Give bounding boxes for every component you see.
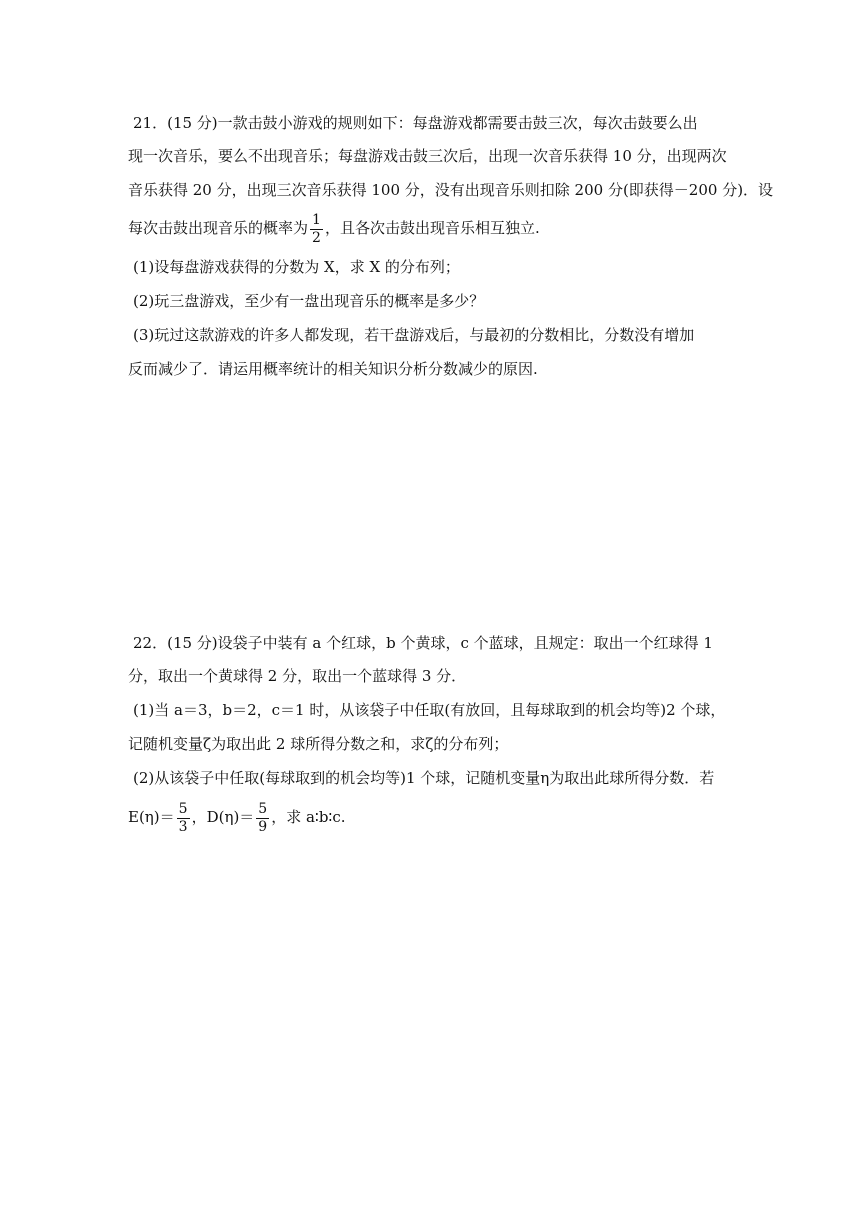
q22-part-1-line-1: (1)当 a＝3，b＝2，c＝1 时，从该袋子中任取(有放回，且每球取到的机会均等)2 个球，	[133, 701, 726, 719]
fraction-denominator: 2	[312, 229, 321, 246]
q21-line-2: 现一次音乐，要么不出现音乐；每盘游戏击鼓三次后，出现一次音乐获得 10 分，出现两次	[128, 147, 727, 165]
q21-part-1: (1)设每盘游戏获得的分数为 X，求 X 的分布列；	[133, 258, 460, 276]
fraction-denominator: 3	[178, 818, 188, 835]
fraction-numerator: 5	[258, 800, 268, 817]
expectation-label: E(η)＝	[128, 808, 175, 826]
q22-part-2-post: ，求 a∶b∶c.	[271, 808, 346, 826]
q22-line-2: 分，取出一个黄球得 2 分，取出一个蓝球得 3 分．	[128, 667, 467, 685]
q21-line-1: 21．(15 分)一款击鼓小游戏的规则如下：每盘游戏都需要击鼓三次，每次击鼓要么出	[133, 114, 698, 132]
q21-line-3: 音乐获得 20 分，出现三次音乐获得 100 分，没有出现音乐则扣除 200 分(即获得－200 分)．设	[128, 181, 774, 199]
variance-label: ，D(η)＝	[191, 808, 255, 826]
fraction-five-ninths	[256, 801, 269, 836]
fraction-one-half	[310, 212, 323, 247]
q21-line-4-post: ，且各次击鼓出现音乐相互独立.	[324, 219, 540, 237]
q22-line-1: 22．(15 分)设袋子中装有 a 个红球，b 个黄球，c 个蓝球，且规定：取出一个红球得 1	[133, 634, 713, 652]
q21-part-3-line-1: (3)玩过这款游戏的许多人都发现，若干盘游戏后，与最初的分数相比，分数没有增加	[133, 326, 695, 344]
fraction-numerator: 5	[178, 800, 188, 817]
q21-part-2: (2)玩三盘游戏，至少有一盘出现音乐的概率是多少？	[133, 292, 485, 310]
q21-part-3-line-2: 反而减少了．请运用概率统计的相关知识分析分数减少的原因.	[128, 360, 538, 378]
q21-line-4	[128, 210, 540, 247]
fraction-numerator: 1	[312, 211, 321, 228]
q22-part-2-line-1: (2)从该袋子中任取(每球取到的机会均等)1 个球，记随机变量η为取出此球所得分数．若	[133, 769, 715, 787]
q22-part-1-line-2: 记随机变量ζ为取出此 2 球所得分数之和，求ζ的分布列；	[128, 735, 509, 753]
q21-line-4-pre: 每次击鼓出现音乐的概率为	[128, 219, 309, 237]
fraction-denominator: 9	[258, 818, 268, 835]
q22-part-2-line-2	[128, 799, 346, 836]
fraction-five-thirds	[177, 801, 190, 836]
